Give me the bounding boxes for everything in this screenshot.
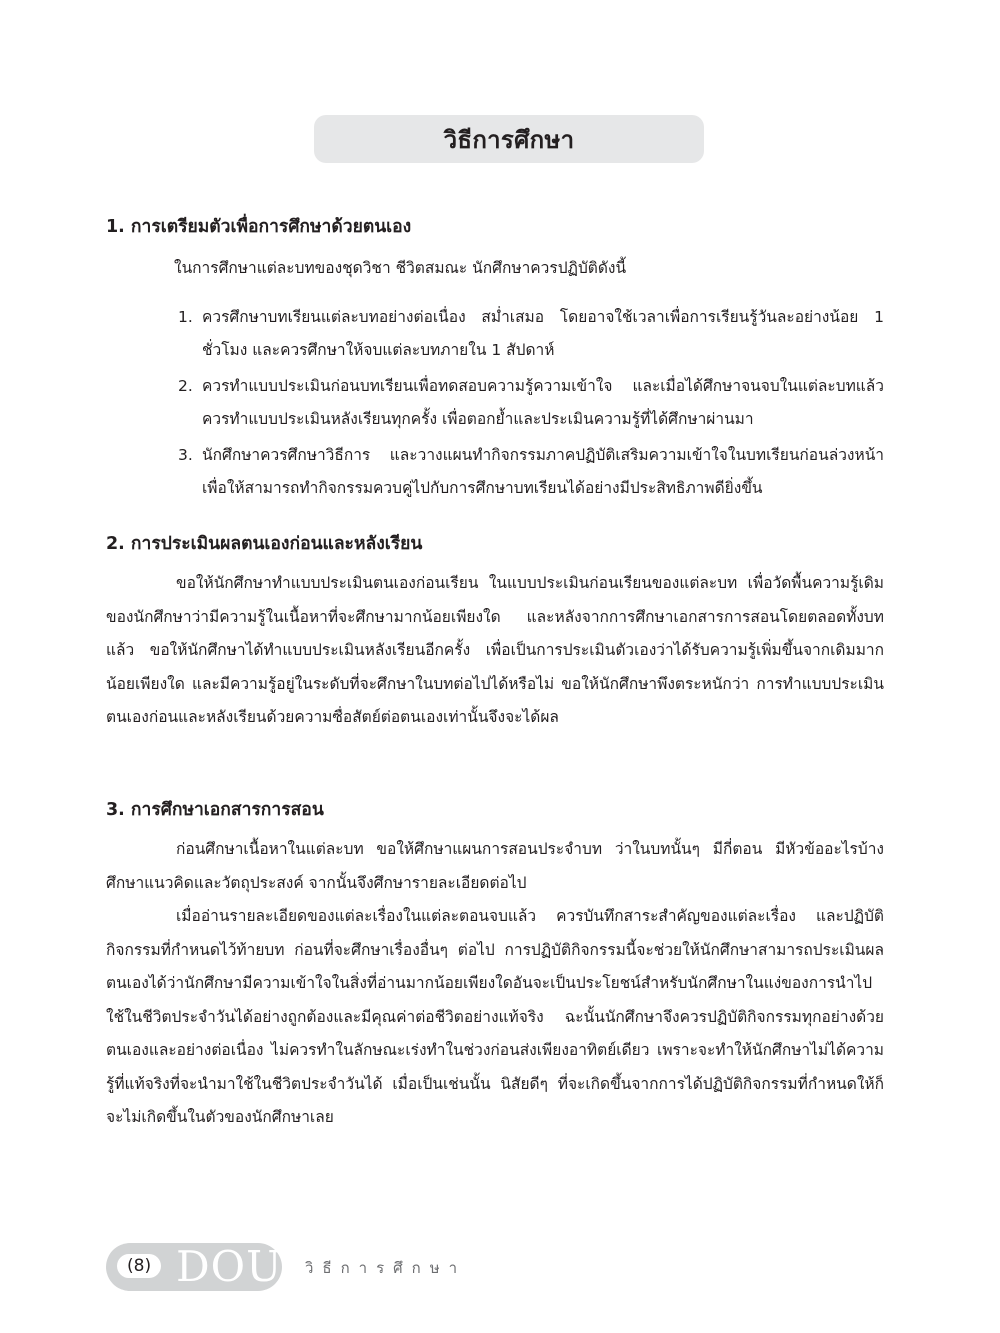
page-number — [117, 1254, 161, 1278]
section2-heading: 2. การประเมินผลตนเองก่อนและหลังเรียน — [106, 534, 423, 554]
section3-paragraph1: ก่อนศึกษาเนื้อหาในแต่ละบท ขอให้ศึกษาแผนการสอนประจำบท ว่าในบทนั้นๆ มีกี่ตอน มีหัวข้ออะไรบ้าง ศึกษาแนวคิดและวัตถุประสงค์ จากนั้นจึงศึกษารายละเอียดต่อไป — [106, 840, 884, 892]
section1-heading: 1. การเตรียมตัวเพื่อการศึกษาด้วยตนเอง — [106, 217, 412, 237]
section-self-assessment — [106, 530, 884, 735]
list-item — [106, 301, 884, 368]
dou-logo: DOU — [176, 1242, 283, 1291]
page-number-text: (8) — [117, 1254, 161, 1278]
section-preparation — [106, 213, 884, 508]
footer-label: วิธีการศึกษา — [305, 1259, 467, 1277]
list-item-text: ควรศึกษาบทเรียนแต่ละบทอย่างต่อเนื่อง สม่ำเสมอ โดยอาจใช้เวลาเพื่อการเรียนรู้วันละอย่างน้อย 1 ชั่วโมง และควรศึกษาให้จบแต่ละบทภายใน 1 สัปดาห์ — [202, 307, 884, 359]
list-item — [106, 370, 884, 437]
title-box — [314, 115, 704, 163]
list-item — [106, 439, 884, 506]
page-title: วิธีการศึกษา — [443, 125, 575, 154]
list-item-text: นักศึกษาควรศึกษาวิธีการ และวางแผนทำกิจกรรมภาคปฏิบัติเสริมความเข้าใจในบทเรียนก่อนล่วงหน้าเพื่อให้สามารถทำกิจกรรมควบคู่ไปกับการศึกษาบทเรียนได้อย่างมีประสิทธิภาพดียิ่งขึ้น — [202, 445, 884, 497]
section3-paragraph2: เมื่ออ่านรายละเอียดของแต่ละเรื่องในแต่ละตอนจบแล้ว ควรบันทึกสาระสำคัญของแต่ละเรื่อง และปฏิบัติกิจกรรมที่กำหนดไว้ท้ายบท ก่อนที่จะศึกษาเรื่องอื่นๆ ต่อไป การปฏิบัติกิจกรรมนี้จะช่วยให้นักศึกษาสามารถประเมินผลตนเองได้ว่านักศึกษามีความเข้าใจในสิ่งที่อ่านมากน้อยเพียงใดอันจะเป็นประโยชน์สำหรับนักศึกษาในแง่ของการนำไปใช้ในชีวิตประจำวันได้อย่างถูกต้องและมีคุณค่าต่อชีวิตอย่างแท้จริง ฉะนั้นนักศึกษาจึงควรปฏิบัติกิจกรรมทุกอย่างด้วยตนเองและอย่างต่อเนื่อง ไม่ควรทำในลักษณะเร่งทำในช่วงก่อนส่งเพียงอาทิตย์เดียว เพราะจะทำให้นักศึกษาไม่ได้ความรู้ที่แท้จริงที่จะนำมาใช้ในชีวิตประจำวันได้ เมื่อเป็นเช่นนั้น นิสัยดีๆ ที่จะเกิดขึ้นจากการได้ปฏิบัติกิจกรรมที่กำหนดให้ก็จะไม่เกิดขึ้นในตัวของนักศึกษาเลย — [106, 907, 884, 1126]
list-item-text: ควรทำแบบประเมินก่อนบทเรียนเพื่อทดสอบความรู้ความเข้าใจ และเมื่อได้ศึกษาจนจบในแต่ละบทแล้ว ควรทำแบบประเมินหลังเรียนทุกครั้ง เพื่อตอกย้ำและประเมินความรู้ที่ได้ศึกษาผ่านมา — [202, 376, 884, 428]
list-item-number: 1. — [178, 307, 193, 326]
section1-list — [106, 301, 884, 506]
list-item-number: 2. — [178, 376, 193, 395]
section2-paragraph: ขอให้นักศึกษาทำแบบประเมินตนเองก่อนเรียน ในแบบประเมินก่อนเรียนของแต่ละบท เพื่อวัดพื้นความรู้เดิมของนักศึกษาว่ามีความรู้ในเนื้อหาที่จะศึกษามากน้อยเพียงใด และหลังจากการศึกษาเอกสารการสอนโดยตลอดทั้งบทแล้ว ขอให้นักศึกษาได้ทำแบบประเมินหลังเรียนอีกครั้ง เพื่อเป็นการประเมินตัวเองว่าได้รับความรู้เพิ่มขึ้นจากเดิมมากน้อยเพียงใด และมีความรู้อยู่ในระดับที่จะศึกษาในบทต่อไปได้หรือไม่ ขอให้นักศึกษาพึงตระหนักว่า การทำแบบประเมินตนเองก่อนและหลังเรียนด้วยความซื่อสัตย์ต่อตนเองเท่านั้นจึงจะได้ผล — [106, 574, 884, 726]
section-study-materials — [106, 796, 884, 1135]
section3-heading: 3. การศึกษาเอกสารการสอน — [106, 800, 324, 820]
list-item-number: 3. — [178, 445, 193, 464]
section1-intro: ในการศึกษาแต่ละบทของชุดวิชา ชีวิตสมณะ นักศึกษาควรปฏิบัติดังนี้ — [174, 259, 627, 277]
